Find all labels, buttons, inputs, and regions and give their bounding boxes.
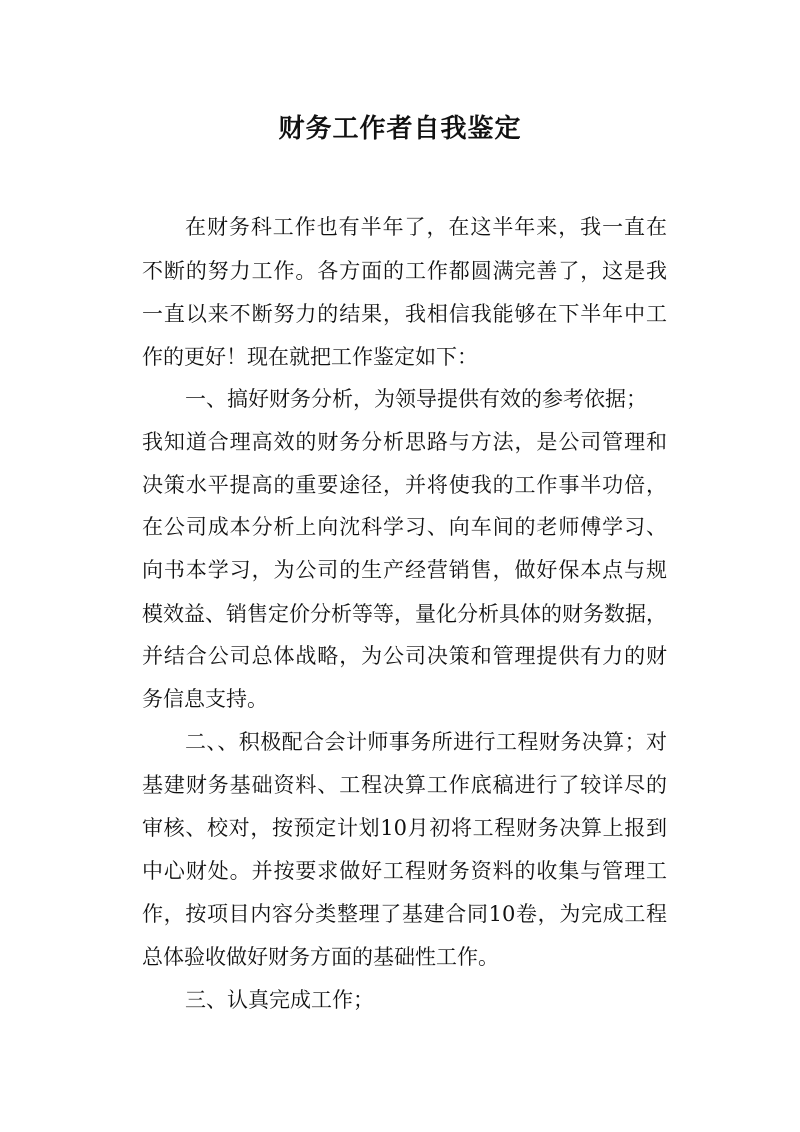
paragraph-1-line-1: 在财务科工作也有半年了，在这半年来，我一直在: [185, 215, 667, 239]
paragraph-4-line-1: 三、认真完成工作；: [185, 988, 374, 1012]
paragraph-2-line-3: 决策水平提高的重要途径，并将使我的工作事半功倍，: [142, 473, 667, 497]
document-title: 财务工作者自我鉴定: [278, 114, 522, 144]
paragraph-3-line-4: 中心财处。并按要求做好工程财务资料的收集与管理工: [142, 859, 667, 883]
paragraph-1-line-4: 作的更好！现在就把工作鉴定如下：: [142, 345, 478, 369]
paragraph-3-line-6: 总体验收做好财务方面的基础性工作。: [142, 945, 499, 969]
paragraph-2-line-5: 向书本学习，为公司的生产经营销售，做好保本点与规: [142, 558, 667, 582]
paragraph-3-line-5: 作，按项目内容分类整理了基建合同10卷，为完成工程: [142, 902, 667, 926]
paragraph-2-line-6: 模效益、销售定价分析等等，量化分析具体的财务数据，: [142, 602, 667, 626]
paragraph-1-line-2: 不断的努力工作。各方面的工作都圆满完善了，这是我: [142, 259, 667, 283]
paragraph-2-line-4: 在公司成本分析上向沈科学习、向车间的老师傅学习、: [142, 515, 667, 539]
paragraph-3-line-1: 二、、积极配合会计师事务所进行工程财务决算；对: [185, 730, 667, 754]
paragraph-3-line-2: 基建财务基础资料、工程决算工作底稿进行了较详尽的: [142, 773, 667, 797]
paragraph-2-line-1: 一、搞好财务分析，为领导提供有效的参考依据；: [185, 387, 647, 411]
paragraph-2-line-8: 务信息支持。: [142, 687, 268, 711]
paragraph-2-line-7: 并结合公司总体战略，为公司决策和管理提供有力的财: [142, 644, 667, 668]
paragraph-2-line-2: 我知道合理高效的财务分析思路与方法，是公司管理和: [142, 430, 667, 454]
paragraph-3-line-3: 审核、校对，按预定计划10月初将工程财务决算上报到: [142, 816, 667, 840]
paragraph-1-line-3: 一直以来不断努力的结果，我相信我能够在下半年中工: [142, 302, 667, 326]
